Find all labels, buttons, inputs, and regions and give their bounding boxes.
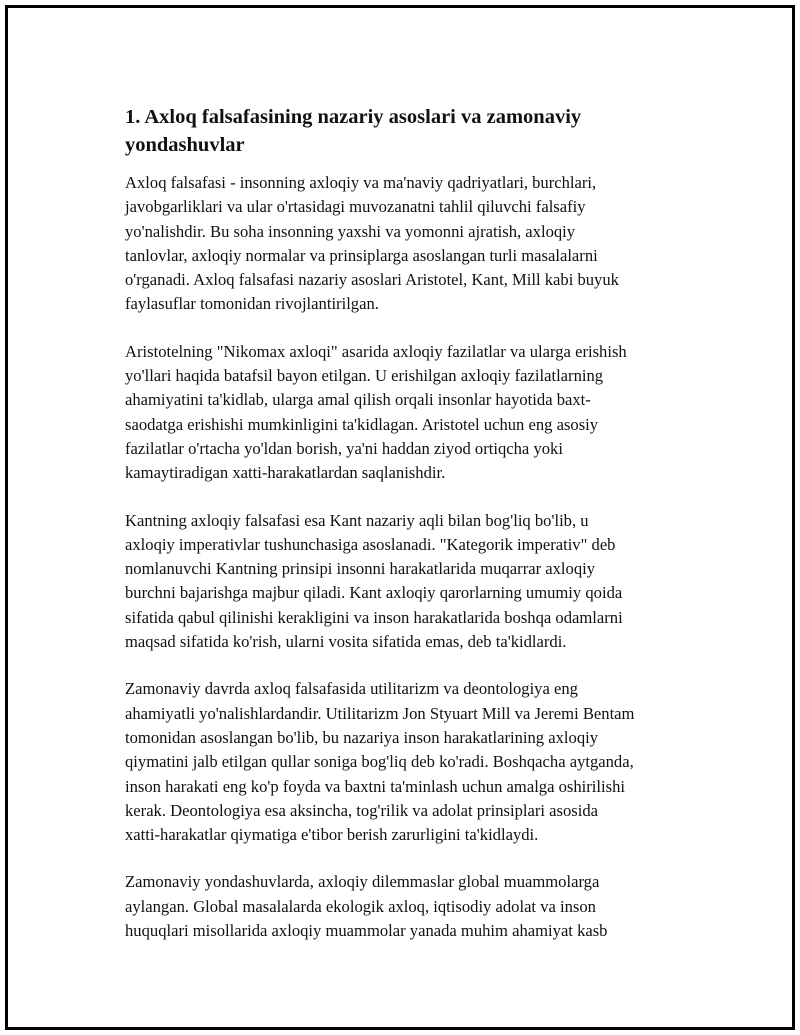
text-line: Axloq falsafasi - insonning axloqiy va ma'naviy qadriyatlari, burchlari, bbox=[125, 173, 597, 192]
text-line: inson harakati eng ko'p foyda va baxtni ta'minlash uchun amalga oshirilishi bbox=[125, 776, 625, 796]
text-line: yo'nalishdir. Bu soha insonning yaxshi va yomonni ajratish, axloqiy bbox=[125, 221, 576, 241]
page-frame bbox=[5, 5, 795, 1030]
paragraph-zamonaviy-yondashuvlar bbox=[125, 870, 705, 943]
document-body bbox=[125, 103, 705, 966]
paragraph-utilitarizm bbox=[125, 677, 705, 847]
text-line: o'rganadi. Axloq falsafasi nazariy asoslari Aristotel, Kant, Mill kabi buyuk bbox=[125, 270, 619, 290]
text-line: Kantning axloqiy falsafasi esa Kant nazariy aqli bilan bog'liq bo'lib, u bbox=[125, 510, 589, 530]
text-line: Zamonaviy yondashuvlarda, axloqiy dilemmaslar global muammolarga bbox=[125, 872, 600, 892]
paragraph-aristotel bbox=[125, 340, 705, 486]
text-line: Zamonaviy davrda axloq falsafasida utilitarizm va deontologiya eng bbox=[125, 679, 578, 699]
text-line: xatti-harakatlar qiymatiga e'tibor berish zarurligini ta'kidlaydi. bbox=[125, 825, 539, 845]
text-line: kerak. Deontologiya esa aksincha, tog'rilik va adolat prinsiplari asosida bbox=[125, 800, 599, 820]
text-line: qiymatini jalb etilgan qullar soniga bog'liq deb ko'radi. Boshqacha aytganda, bbox=[125, 752, 634, 772]
text-line: tomonidan asoslangan bo'lib, bu nazariya inson harakatlarining axloqiy bbox=[125, 727, 599, 747]
text-line: Aristotelning "Nikomax axloqi" asarida axloqiy fazilatlar va ularga erishish bbox=[125, 341, 627, 361]
text-line: faylasuflar tomonidan rivojlantirilgan. bbox=[125, 294, 379, 314]
paragraph-kant bbox=[125, 509, 705, 655]
text-line: burchni bajarishga majbur qiladi. Kant axloqiy qarorlarning umumiy qoida bbox=[125, 583, 623, 603]
text-line: yo'llari haqida batafsil bayon etilgan. U erishilgan axloqiy fazilatlarning bbox=[125, 366, 604, 386]
text-line: ahamiyatini ta'kidlab, ularga amal qilish orqali insonlar hayotida baxt- bbox=[125, 390, 591, 410]
paragraph-axloq-falsafasi bbox=[125, 171, 705, 317]
text-line: ahamiyatli yo'nalishlardandir. Utilitarizm Jon Styuart Mill va Jeremi Bentam bbox=[125, 703, 635, 723]
section-heading: 1. Axloq falsafasining nazariy asoslari va zamonaviy yondashuvlar bbox=[125, 106, 582, 156]
text-line: huquqlari misollarida axloqiy muammolar yanada muhim ahamiyat kasb bbox=[125, 921, 608, 941]
text-line: axloqiy imperativlar tushunchasiga asoslanadi. "Kategorik imperativ" deb bbox=[125, 534, 616, 554]
text-line: javobgarliklari va ular o'rtasidagi muvozanatni tahlil qiluvchi falsafiy bbox=[125, 197, 586, 217]
text-line: fazilatlar o'rtacha yo'ldan borish, ya'ni haddan ziyod ortiqcha yoki bbox=[125, 438, 563, 458]
text-line: kamaytiradigan xatti-harakatlardan saqlanishdir. bbox=[125, 463, 446, 483]
text-line: saodatga erishishi mumkinligini ta'kidlagan. Aristotel uchun eng asosiy bbox=[125, 414, 599, 434]
text-line: tanlovlar, axloqiy normalar va prinsiplarga asoslangan turli masalalarni bbox=[125, 245, 598, 265]
text-line: sifatida qabul qilinishi kerakligini va inson harakatlarida boshqa odamlarni bbox=[125, 607, 623, 627]
text-line: nomlanuvchi Kantning prinsipi insonni harakatlarida muqarrar axloqiy bbox=[125, 559, 596, 579]
text-line: maqsad sifatida ko'rish, ularni vosita sifatida emas, deb ta'kidlardi. bbox=[125, 632, 567, 652]
text-line: aylangan. Global masalalarda ekologik axloq, iqtisodiy adolat va inson bbox=[125, 896, 596, 916]
